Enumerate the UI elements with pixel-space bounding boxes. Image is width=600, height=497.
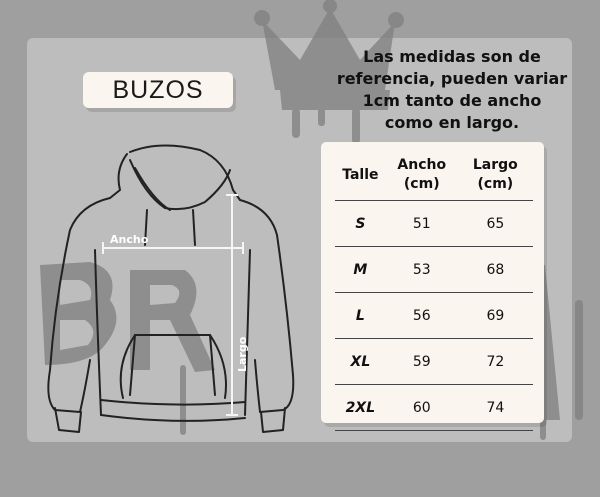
column-header-largo: Largo (cm) <box>472 157 518 192</box>
largo-cell: 72 <box>458 339 533 385</box>
ancho-cell: 56 <box>386 293 458 339</box>
hoodie-diagram <box>35 140 305 440</box>
largo-label: Largo <box>236 336 249 372</box>
table-row <box>335 247 533 293</box>
measurement-note: Las medidas son de referencia, pueden variar 1cm tanto de ancho como en largo. <box>336 47 568 132</box>
table-header-row <box>335 150 533 201</box>
ancho-cell: 59 <box>386 339 458 385</box>
largo-cell: 69 <box>458 293 533 339</box>
size-cell: M <box>335 247 386 293</box>
table-row <box>335 385 533 431</box>
size-table-card <box>321 142 544 423</box>
size-cell: L <box>335 293 386 339</box>
size-cell: S <box>335 201 386 247</box>
size-cell: 2XL <box>335 385 386 431</box>
largo-cell: 65 <box>458 201 533 247</box>
column-header-ancho: Ancho (cm) <box>397 157 447 192</box>
largo-cell: 68 <box>458 247 533 293</box>
page-title: BUZOS <box>83 72 233 108</box>
table-row <box>335 201 533 247</box>
ancho-cell: 60 <box>386 385 458 431</box>
ancho-cell: 51 <box>386 201 458 247</box>
size-table <box>335 150 533 431</box>
table-row <box>335 293 533 339</box>
ancho-label: Ancho <box>110 233 149 246</box>
table-row <box>335 339 533 385</box>
ancho-cell: 53 <box>386 247 458 293</box>
column-header-talle: Talle <box>342 166 379 183</box>
size-cell: XL <box>335 339 386 385</box>
largo-cell: 74 <box>458 385 533 431</box>
